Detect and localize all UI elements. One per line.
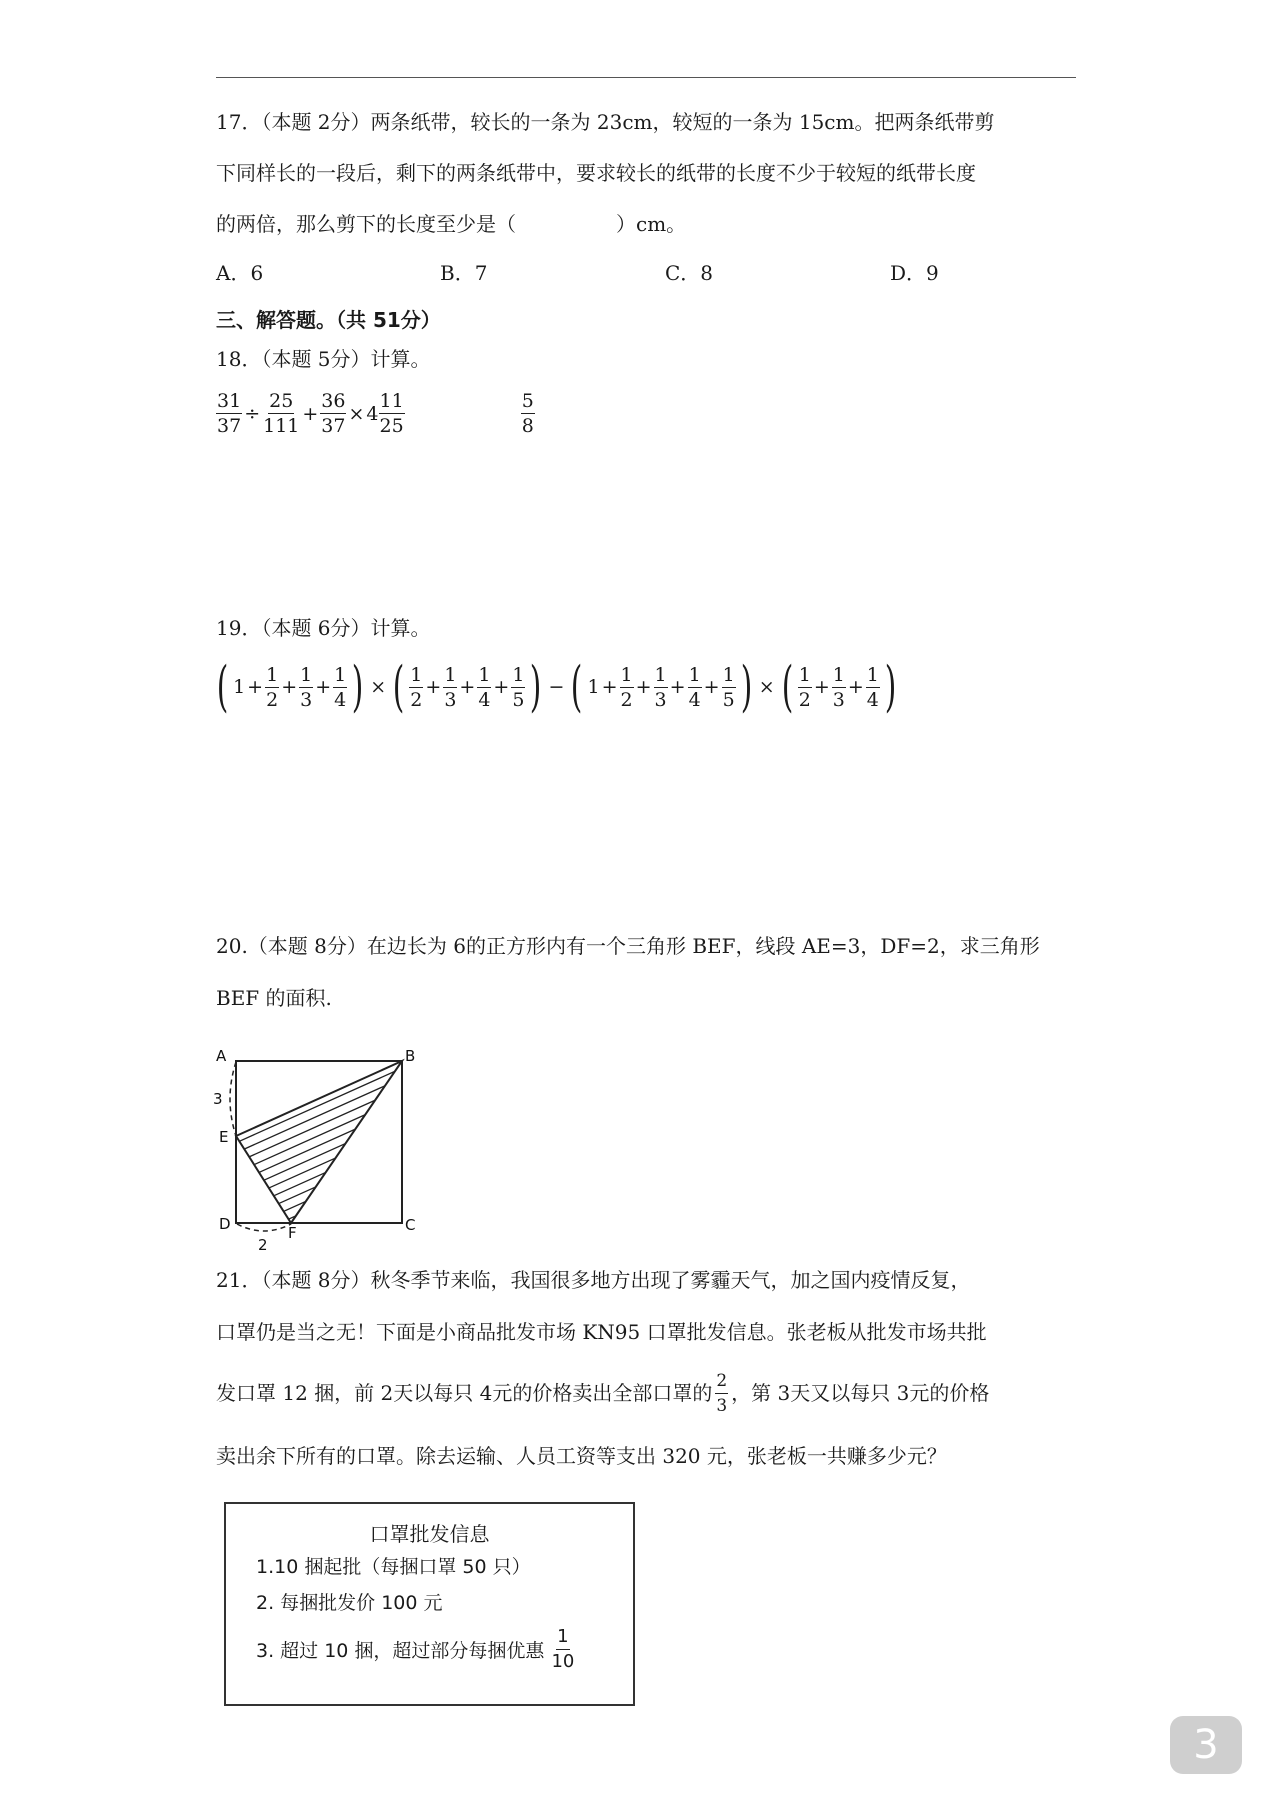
operator: + [281, 676, 298, 698]
fraction: $\frac{11}{25}$ [379, 390, 404, 437]
fraction: $\frac{25}{111}$ [263, 390, 300, 437]
q17-line-3: 的两倍，那么剪下的长度至少是（ ）cm。 [216, 212, 687, 236]
section-3-title: 三、解答题。（共 51分） [216, 308, 441, 332]
operator: × [370, 676, 387, 698]
operator: + [813, 676, 830, 698]
label-ae-length: 3 [213, 1090, 223, 1108]
right-paren: ) [740, 655, 753, 718]
left-paren: ( [216, 655, 229, 718]
fraction: $\frac{1}{2}$ [410, 663, 423, 711]
q20-line-1: 20.（本题 8分）在边长为 6的正方形内有一个三角形 BEF，线段 AE=3，DF=2，求三角形 [216, 934, 1040, 958]
term: 1 [233, 676, 246, 698]
q17-option-b[interactable]: B．7 [440, 261, 488, 285]
label-e: E [219, 1128, 229, 1146]
fraction: $\frac{1}{2}$ [620, 663, 633, 711]
page-number-badge: 3 [1170, 1716, 1242, 1774]
q17-line-1: 17．（本题 2分）两条纸带，较长的一条为 23cm，较短的一条为 15cm。把两条纸带剪 [216, 110, 995, 134]
operator: × [758, 676, 775, 698]
left-paren: ( [392, 655, 405, 718]
operator: + [302, 402, 319, 425]
fraction: $\frac{2}{3}$ [716, 1370, 728, 1416]
label-c: C [405, 1216, 416, 1234]
q21-line-3-text-cont: ，第 3天又以每只 3元的价格 [731, 1381, 990, 1405]
fraction: $\frac{31}{37}$ [217, 390, 242, 437]
square-triangle-figure [205, 1038, 420, 1253]
label-b: B [405, 1047, 416, 1065]
operator: + [635, 676, 652, 698]
fraction: $\frac{1}{3}$ [832, 663, 845, 711]
q18-title: 18．（本题 5分）计算。 [216, 347, 431, 371]
label-f: F [288, 1224, 297, 1242]
fraction: $\frac{1}{3}$ [444, 663, 457, 711]
q21-line-2: 口罩仍是当之无！下面是小商品批发市场 KN95 口罩批发信息。张老板从批发市场共批 [216, 1320, 987, 1344]
info-item-3-text: 3. 超过 10 捆，超过部分每捆优惠 [256, 1639, 545, 1662]
mixed-number-whole: 4 [366, 402, 379, 425]
operator: + [493, 676, 510, 698]
label-d: D [219, 1215, 231, 1233]
q19-title: 19．（本题 6分）计算。 [216, 616, 431, 640]
fraction: $\frac{1}{5}$ [722, 663, 735, 711]
info-item-2: 2. 每捆批发价 100 元 [256, 1592, 443, 1614]
operator: + [669, 676, 686, 698]
term: 1 [587, 676, 600, 698]
operator: + [847, 676, 864, 698]
fraction: $\frac{1}{3}$ [654, 663, 667, 711]
operator: + [459, 676, 476, 698]
q21-line-4: 卖出余下所有的口罩。除去运输、人员工资等支出 320 元，张老板一共赚多少元？ [216, 1444, 947, 1468]
fraction: $\frac{1}{3}$ [300, 663, 313, 711]
info-item-3 [256, 1620, 575, 1678]
q20-line-2: BEF 的面积. [216, 986, 332, 1010]
fraction: $\frac{1}{2}$ [266, 663, 279, 711]
q18-expression [216, 390, 535, 437]
q17-option-a[interactable]: A．6 [216, 261, 264, 285]
right-paren: ) [884, 655, 897, 718]
fraction: $\frac{1}{10}$ [551, 1625, 575, 1672]
q21-line-1: 21．（本题 8分）秋冬季节来临，我国很多地方出现了雾霾天气，加之国内疫情反复， [216, 1268, 971, 1292]
left-paren: ( [571, 655, 583, 718]
fraction: $\frac{36}{37}$ [321, 390, 346, 437]
q21-line-3-text: 发口罩 12 捆，前 2天以每只 4元的价格卖出全部口罩的 [216, 1381, 713, 1405]
operator: + [247, 676, 264, 698]
q17-option-c[interactable]: C．8 [665, 261, 714, 285]
fraction: $\frac{1}{4}$ [478, 663, 491, 711]
mask-wholesale-info-box [224, 1502, 635, 1706]
fraction: $\frac{1}{4}$ [866, 663, 879, 711]
q19-expression [212, 655, 901, 718]
operator: − [548, 676, 565, 698]
operator: × [348, 402, 365, 425]
q17-line-2: 下同样长的一段后，剩下的两条纸带中，要求较长的纸带的长度不少于较短的纸带长度 [216, 161, 976, 185]
q17-option-d[interactable]: D．9 [890, 261, 939, 285]
operator: ÷ [244, 402, 261, 425]
label-a: A [216, 1047, 227, 1065]
info-box-title: 口罩批发信息 [369, 1522, 490, 1546]
info-item-1: 1.10 捆起批（每捆口罩 50 只） [256, 1556, 531, 1578]
fraction: $\frac{5}{8}$ [521, 390, 534, 437]
operator: + [315, 676, 332, 698]
top-rule [216, 77, 1076, 78]
q21-line-3 [216, 1369, 989, 1417]
operator: + [601, 676, 618, 698]
fraction: $\frac{1}{4}$ [334, 663, 347, 711]
fraction: $\frac{1}{5}$ [512, 663, 525, 711]
right-paren: ) [351, 655, 364, 718]
fraction: $\frac{1}{2}$ [798, 663, 811, 711]
operator: + [703, 676, 720, 698]
label-df-length: 2 [258, 1236, 268, 1253]
df-brace [237, 1224, 291, 1231]
fraction: $\frac{1}{4}$ [688, 663, 701, 711]
operator: + [425, 676, 442, 698]
left-paren: ( [781, 655, 794, 718]
right-paren: ) [530, 655, 542, 718]
